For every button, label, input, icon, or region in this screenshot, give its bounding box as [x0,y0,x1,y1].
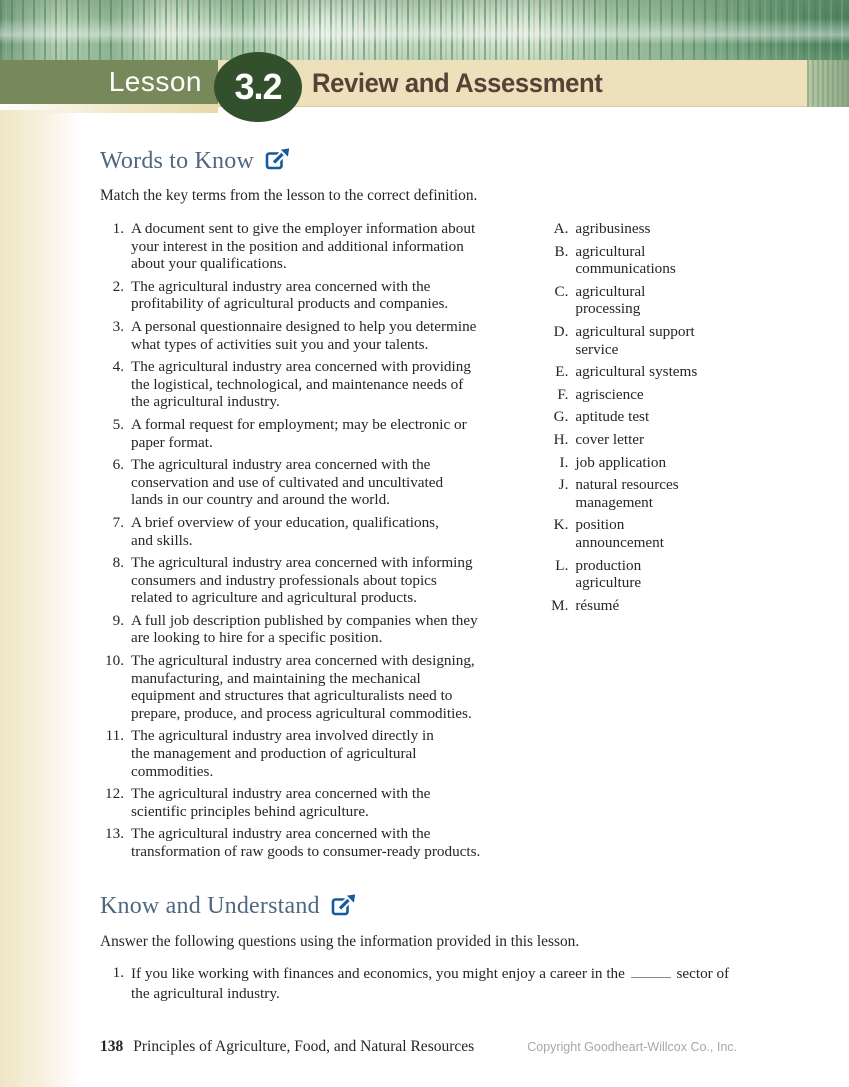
definition-item-text: A personal questionnaire designed to help you determine what types of activities suit you and your talents. [131,317,477,353]
definition-item-text: A formal request for employment; may be electronic or paper format. [131,415,467,451]
term-item-text: position announcement [575,516,664,551]
term-item-text: natural resources management [575,476,679,511]
page-content [100,146,737,1005]
definition-item-text: A brief overview of your education, qualifications, and skills. [131,513,439,549]
terms-list [542,220,737,866]
definition-item-text: The agricultural industry area concerned with the scientific principles behind agriculture. [131,785,431,820]
definition-item [100,456,520,509]
term-item [542,323,737,358]
definition-number: 3. [112,317,124,335]
definition-item-text: The agricultural industry area concerned with providing the logistical, technological, and maintenance needs of the agricultural industry. [131,358,471,411]
term-item [542,431,737,449]
definition-item [100,318,520,353]
definition-item [100,514,520,549]
external-link-icon[interactable] [331,892,358,922]
definition-item [100,652,520,722]
term-item-text: cover letter [575,430,645,448]
lesson-label: Lesson [108,66,202,97]
term-letter: C. [554,282,569,300]
term-item [542,243,737,278]
definition-number: 7. [112,513,124,531]
term-item [542,597,737,615]
question-text [131,964,737,1005]
term-letter: K. [553,516,569,534]
definition-item [100,358,520,411]
term-item [542,363,737,381]
term-item [542,476,737,511]
question-number: 1. [112,963,124,981]
question-text-before: If you like working with finances and economics, you might enjoy a career in the [131,964,625,982]
term-item-text: agricultural systems [575,363,698,381]
matching-exercise [100,220,737,866]
term-item [542,557,737,592]
definition-item-text: The agricultural industry area concerned with informing consumers and industry professionals about topics related to agriculture and agricultural products. [131,554,473,607]
term-letter: H. [553,430,569,448]
definition-item [100,785,520,820]
term-letter: G. [553,408,569,426]
term-item [542,408,737,426]
page-number: 138 [100,1038,124,1055]
term-letter: I. [559,453,569,471]
term-letter: E. [555,363,569,381]
definition-item-text: The agricultural industry area concerned with designing, manufacturing, and maintaining the mechanical equipment and structures that agriculturalists need to prepare, produce, and process agricultural commodities. [131,652,475,722]
know-and-understand-heading-row [100,892,737,922]
greenhouse-photo [0,0,849,60]
know-and-understand-intro: Answer the following questions using the information provided in this lesson. [100,932,580,950]
definition-number: 11. [105,727,124,745]
definition-item [100,825,520,860]
term-item [542,516,737,551]
greenhouse-photo-strip [807,60,849,107]
definition-item [100,416,520,451]
definition-item-text: The agricultural industry area concerned with the transformation of raw goods to consumer-ready products. [131,825,481,860]
external-link-icon[interactable] [265,146,292,176]
term-item-text: agricultural support service [575,322,695,358]
term-item-text: agricultural communications [575,242,676,278]
definitions-list [100,220,520,866]
term-item-text: production agriculture [575,556,642,592]
definition-number: 6. [112,456,124,474]
definition-number: 8. [112,554,124,572]
term-letter: M. [551,596,569,614]
copyright-notice: Copyright Goodheart-Willcox Co., Inc. [527,1040,737,1054]
term-item-text: agriscience [575,385,644,403]
words-to-know-intro: Match the key terms from the lesson to the correct definition. [100,187,478,204]
term-item-text: aptitude test [575,408,650,426]
term-letter: B. [554,242,569,260]
words-to-know-heading-row [100,146,737,176]
term-letter: F. [557,385,569,403]
definition-item [100,612,520,647]
term-item-text: résumé [575,596,620,614]
definition-item-text: The agricultural industry area concerned with the profitability of agricultural products and companies. [131,277,449,313]
lesson-number-badge [214,52,302,122]
lesson-bar [0,60,218,104]
lesson-number: 3.2 [234,66,282,107]
term-letter: J. [558,476,569,494]
term-letter: A. [553,220,569,237]
term-item [542,220,737,238]
definition-number: 12. [105,785,124,803]
question-item [100,964,737,1005]
book-title: Principles of Agriculture, Food, and Natural Resources [133,1038,475,1055]
definition-number: 5. [112,415,124,433]
definition-item-text: A document sent to give the employer information about your interest in the position and additional information about your qualifications. [131,220,476,273]
definition-number: 1. [112,220,124,237]
term-item [542,386,737,404]
answer-blank [631,966,671,978]
term-item-text: job application [575,453,667,471]
banner-title: Review and Assessment [312,67,603,98]
term-item-text: agricultural processing [575,282,646,318]
definition-item [100,278,520,313]
definition-item-text: The agricultural industry area involved directly in the management and production of agricultural commodities. [131,727,434,780]
lesson-banner [0,60,849,107]
term-letter: D. [553,322,569,340]
definition-number: 10. [105,652,124,670]
definition-number: 9. [112,611,124,629]
know-and-understand-heading: Know and Understand [100,893,320,920]
term-item [542,283,737,318]
question-text-after: sector of the agricultural industry. [131,964,730,1003]
definition-item-text: A full job description published by companies when they are looking to hire for a specific position. [131,611,478,647]
definition-item [100,220,520,273]
definition-number: 4. [112,358,124,376]
page-footer [100,1038,737,1056]
term-item [542,454,737,472]
definition-item-text: The agricultural industry area concerned with the conservation and use of cultivated and uncultivated lands in our country and around the world. [131,456,444,509]
definition-item [100,554,520,607]
words-to-know-heading: Words to Know [100,147,254,174]
term-item-text: agribusiness [575,220,651,237]
term-letter: L. [555,556,569,574]
banner-title-bar [218,60,807,107]
definition-number: 13. [105,825,124,843]
definition-item [100,727,520,780]
definition-number: 2. [112,277,124,295]
page-edge-gradient [0,110,80,1087]
